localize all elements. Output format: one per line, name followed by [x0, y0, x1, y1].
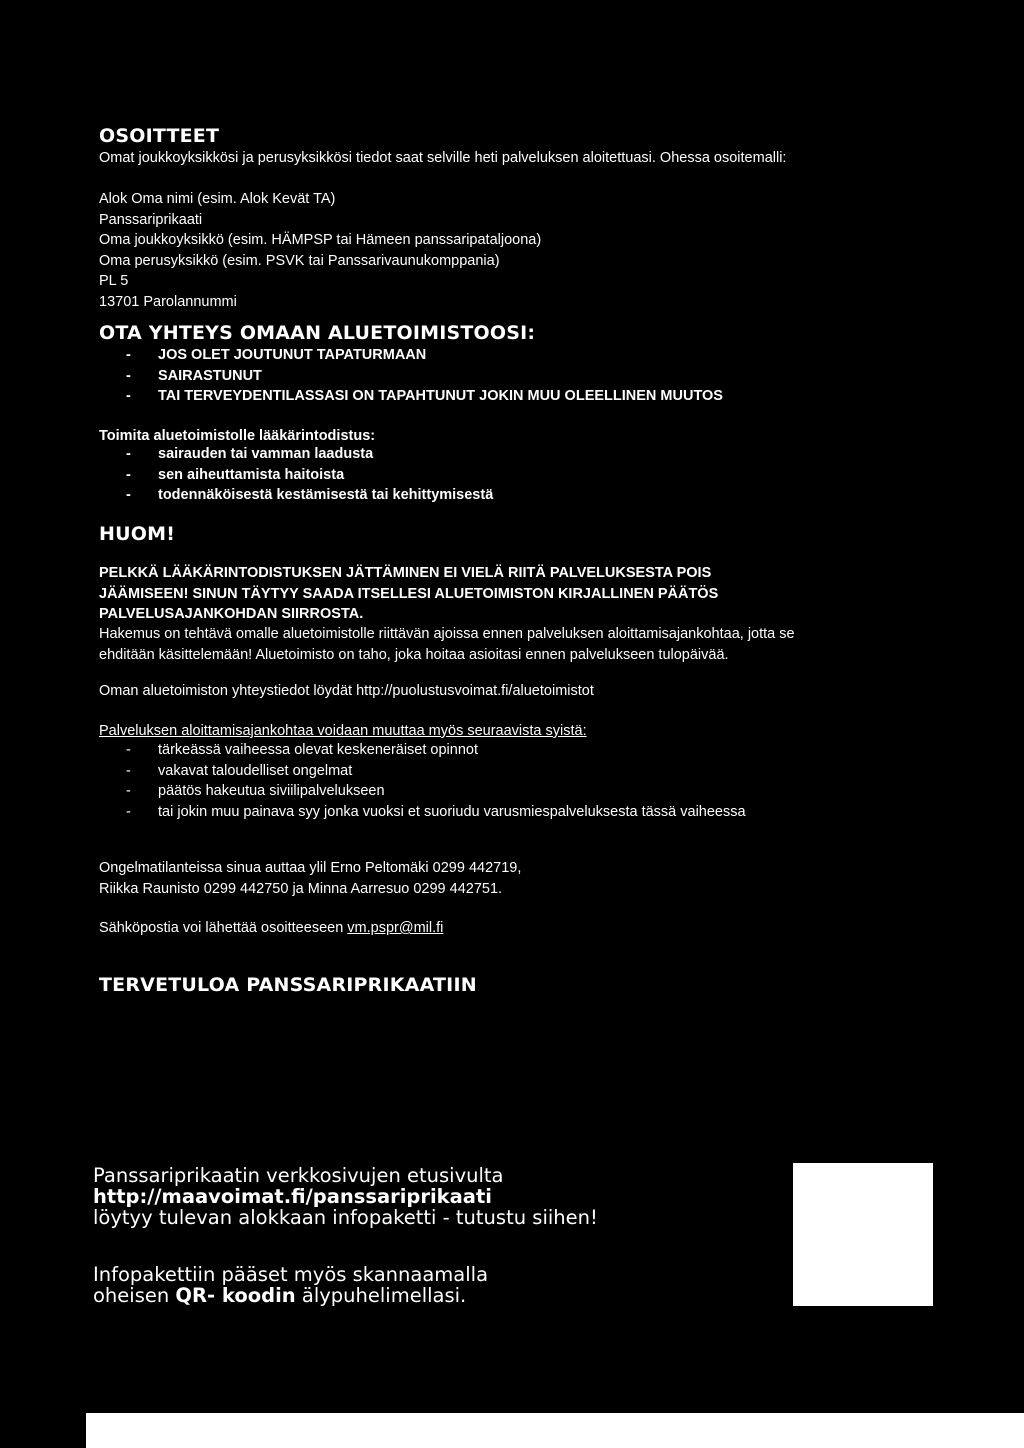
list-item: - tai jokin muu painava syy jonka vuoksi et suoriudu varusmiespalveluksesta tässä vaiheessa	[99, 802, 746, 823]
notice-body-line: ehditään käsittelemään! Aluetoimisto on taho, joka hoitaa asioitasi ennen palvelukseen tulopäivää.	[99, 646, 729, 663]
notice-warning-line: JÄÄMISEEN! SINUN TÄYTYY SAADA ITSELLESI ALUETOIMISTON KIRJALLINEN PÄÄTÖS	[99, 585, 719, 602]
address-line: Oma perusyksikkö (esim. PSVK tai Panssarivaunukomppania)	[99, 252, 500, 269]
certificate-list	[99, 444, 493, 506]
help-line: Riikka Raunisto 0299 442750 ja Minna Aarresuo 0299 442751.	[99, 880, 503, 897]
list-item: - sairauden tai vamman laadusta	[99, 444, 493, 465]
notice-body-line: Hakemus on tehtävä omalle aluetoimistolle riittävän ajoissa ennen palveluksen aloittamisajankohtaa, jotta se	[99, 626, 795, 642]
promo-text: älypuhelimellasi.	[295, 1284, 467, 1307]
address-line: PL 5	[99, 273, 129, 289]
email-link[interactable]: vm.pspr@mil.fi	[347, 920, 444, 936]
list-item: - päätös hakeutua siviilipalvelukseen	[99, 781, 746, 802]
postponement-title: Palveluksen aloittamisajankohtaa voidaan muuttaa myös seuraavista syistä:	[99, 723, 587, 739]
help-contacts	[99, 858, 521, 899]
address-example	[99, 189, 541, 312]
notice-heading: HUOM!	[99, 523, 176, 545]
address-line: Panssariprikaati	[99, 211, 203, 228]
promo-text: oheisen	[93, 1284, 176, 1307]
help-line: Ongelmatilanteissa sinua auttaa ylil Erno Peltomäki 0299 442719,	[99, 860, 522, 876]
promo-line: Panssariprikaatin verkkosivujen etusivulta	[93, 1164, 504, 1187]
contact-office-list	[99, 345, 723, 407]
promo-qr-instructions	[93, 1264, 488, 1306]
promo-line: Infopakettiin pääset myös skannaamalla	[93, 1263, 489, 1286]
contact-office-heading: OTA YHTEYS OMAAN ALUETOIMISTOOSI:	[99, 322, 536, 344]
notice-warning-line: PALVELUSAJANKOHDAN SIIRROSTA.	[99, 606, 364, 622]
notice-warning-line: PELKKÄ LÄÄKÄRINTODISTUKSEN JÄTTÄMINEN EI VIELÄ RIITÄ PALVELUKSESTA POIS	[99, 565, 712, 581]
email-text	[99, 918, 443, 939]
address-line: Alok Oma nimi (esim. Alok Kevät TA)	[99, 191, 336, 207]
promo-line: löytyy tulevan alokkaan infopaketti - tutustu siihen!	[93, 1206, 598, 1229]
list-item: - vakavat taloudelliset ongelmat	[99, 761, 746, 782]
notice-body	[99, 624, 795, 665]
email-prefix: Sähköpostia voi lähettää osoitteeseen	[99, 920, 348, 936]
notice-warning	[99, 563, 718, 625]
welcome-heading: TERVETULOA PANSSARIPRIKAATIIN	[99, 974, 477, 996]
office-contact-link-text: Oman aluetoimiston yhteystiedot löydät http://puolustusvoimat.fi/aluetoimistot	[99, 683, 594, 699]
page-bottom-strip	[86, 1413, 1024, 1448]
list-item: - TAI TERVEYDENTILASSASI ON TAPAHTUNUT JOKIN MUU OLEELLINEN MUUTOS	[99, 386, 723, 407]
list-item: - SAIRASTUNUT	[99, 366, 723, 387]
list-item: - todennäköisestä kestämisestä tai kehittymisestä	[99, 485, 493, 506]
promo-url[interactable]: http://maavoimat.fi/panssariprikaati	[93, 1185, 492, 1208]
qr-code[interactable]	[793, 1163, 933, 1306]
promo-qr-emphasis: QR- koodin	[175, 1284, 296, 1307]
address-line: 13701 Parolannummi	[99, 293, 237, 310]
certificate-title: Toimita aluetoimistolle lääkärintodistus:	[99, 428, 376, 444]
address-line: Oma joukkoyksikkö (esim. HÄMPSP tai Hämeen panssaripataljoona)	[99, 232, 542, 248]
postponement-list	[99, 740, 746, 822]
addresses-intro: Omat joukkoyksikkösi ja perusyksikkösi tiedot saat selville heti palveluksen aloitettuasi. Ohessa osoitemalli:	[99, 150, 787, 166]
list-item: - tärkeässä vaiheessa olevat keskeneräiset opinnot	[99, 740, 746, 761]
promo-line	[93, 1285, 488, 1306]
list-item: - JOS OLET JOUTUNUT TAPATURMAAN	[99, 345, 723, 366]
addresses-heading: OSOITTEET	[99, 125, 220, 147]
list-item: - sen aiheuttamista haitoista	[99, 465, 493, 486]
promo-website	[93, 1165, 598, 1228]
